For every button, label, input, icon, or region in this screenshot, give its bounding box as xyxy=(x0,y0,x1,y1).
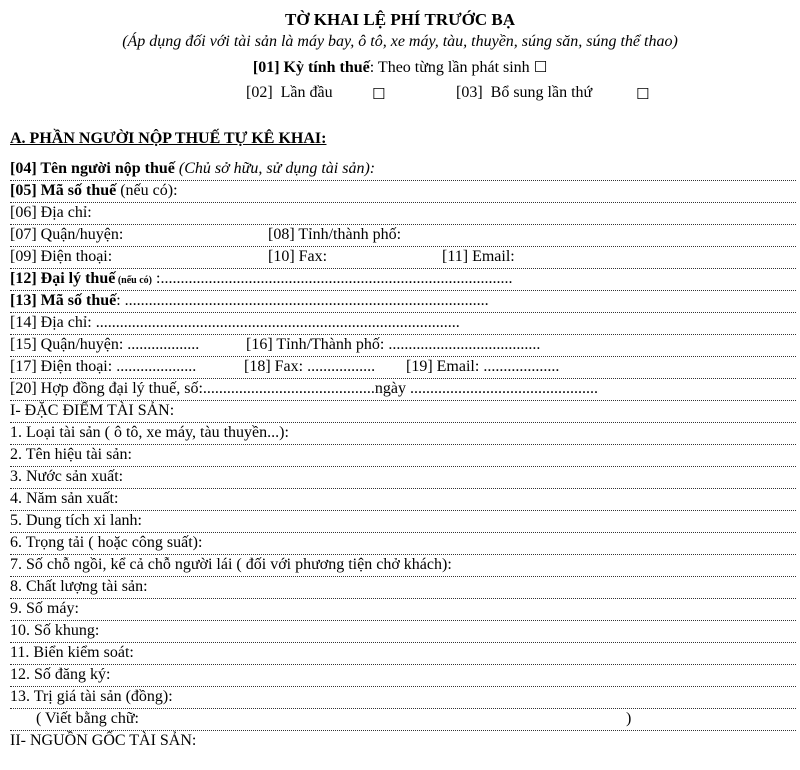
asset-item-label: 7. Số chỗ ngồi, kể cả chỗ người lái ( đối với phương tiện chở khách): xyxy=(10,556,452,573)
asset-item-label: 2. Tên hiệu tài sản: xyxy=(10,446,132,463)
field-13-row[interactable] xyxy=(10,290,796,313)
value-in-words-row[interactable] xyxy=(10,708,796,731)
asset-item-row[interactable] xyxy=(10,642,796,665)
field-18-label: [18] Fax: ................. xyxy=(244,358,376,375)
field-12-row[interactable] xyxy=(10,268,796,291)
field-17-label: [17] Điện thoại: .................... xyxy=(10,358,197,375)
field-09-label: [09] Điện thoại: xyxy=(10,248,113,265)
field-05-note: (nếu có): xyxy=(116,182,178,199)
field-08-label: [08] Tỉnh/thành phố: xyxy=(268,226,402,243)
asset-item-label: 3. Nước sản xuất: xyxy=(10,468,124,485)
asset-section-label: I- ĐẶC ĐIỂM TÀI SẢN: xyxy=(10,402,175,419)
value-in-words-open: ( Viết bằng chữ: xyxy=(36,710,139,727)
field-12-label: [12] Đại lý thuế xyxy=(10,270,116,287)
form-subtitle: (Áp dụng đối với tài sản là máy bay, ô tô, xe máy, tàu, thuyền, súng săn, súng thể thao) xyxy=(122,33,678,50)
asset-item-label: 9. Số máy: xyxy=(10,600,79,617)
first-time-checkbox[interactable]: ☐ xyxy=(372,85,386,103)
first-time-label: [02] Lần đầu xyxy=(246,84,333,101)
asset-item-row[interactable] xyxy=(10,686,796,709)
asset-item-label: 5. Dung tích xi lanh: xyxy=(10,512,142,529)
field-09-11-row[interactable] xyxy=(10,246,796,269)
asset-item-label: 11. Biển kiểm soát: xyxy=(10,644,134,661)
field-20-label: [20] Hợp đồng đại lý thuế, số:...........................................ngày ............................................... xyxy=(10,380,598,397)
asset-item-row[interactable] xyxy=(10,444,796,467)
asset-item-label: 10. Số khung: xyxy=(10,622,100,639)
origin-section-title xyxy=(10,730,796,752)
asset-item-label: 6. Trọng tải ( hoặc công suất): xyxy=(10,534,203,551)
field-12-fill: :........................................................................................ xyxy=(152,270,513,287)
field-13-fill: : ........................................................................................... xyxy=(116,292,489,309)
asset-item-row[interactable] xyxy=(10,466,796,489)
supplement-label: [03] Bổ sung lần thứ xyxy=(456,84,593,101)
field-13-label: [13] Mã số thuế xyxy=(10,292,117,309)
field-14-label: [14] Địa chỉ: ........................................................................................... xyxy=(10,314,460,331)
asset-item-row[interactable] xyxy=(10,598,796,621)
field-04-note: (Chủ sở hữu, sử dụng tài sản): xyxy=(174,160,376,177)
asset-item-row[interactable] xyxy=(10,488,796,511)
form-title: TỜ KHAI LỆ PHÍ TRƯỚC BẠ xyxy=(284,10,515,29)
field-05-row[interactable] xyxy=(10,180,796,203)
origin-section-label: II- NGUỒN GỐC TÀI SẢN: xyxy=(10,732,197,749)
field-12-note: (nếu có) xyxy=(115,275,152,286)
field-15-label: [15] Quận/huyện: .................. xyxy=(10,336,200,353)
field-14-row[interactable] xyxy=(10,312,796,335)
field-06-row[interactable] xyxy=(10,202,796,225)
asset-item-label: 1. Loại tài sản ( ô tô, xe máy, tàu thuyền...): xyxy=(10,424,289,441)
field-07-label: [07] Quận/huyện: xyxy=(10,226,124,243)
field-10-label: [10] Fax: xyxy=(268,248,328,265)
asset-item-row[interactable] xyxy=(10,664,796,687)
asset-item-label: 12. Số đăng ký: xyxy=(10,666,111,683)
field-04-label: [04] Tên người nộp thuế xyxy=(10,160,175,177)
asset-item-row[interactable] xyxy=(10,532,796,555)
tax-period-text: : Theo từng lần phát sinh xyxy=(369,59,530,76)
asset-item-row[interactable] xyxy=(10,510,796,533)
asset-section-title xyxy=(10,400,796,423)
asset-item-label: 8. Chất lượng tài sản: xyxy=(10,578,148,595)
asset-item-label: 4. Năm sản xuất: xyxy=(10,490,119,507)
field-05-label: [05] Mã số thuế xyxy=(10,182,117,199)
asset-item-label: 13. Trị giá tài sản (đồng): xyxy=(10,688,173,705)
tax-period-code: [01] Kỳ tính thuế xyxy=(252,59,370,76)
value-in-words-close: ) xyxy=(626,710,632,727)
field-11-label: [11] Email: xyxy=(442,248,515,265)
asset-item-row[interactable] xyxy=(10,620,796,643)
asset-item-row[interactable] xyxy=(10,422,796,445)
field-19-label: [19] Email: ................... xyxy=(406,358,560,375)
field-04-row[interactable] xyxy=(10,158,796,181)
field-16-label: [16] Tỉnh/Thành phố: ...................................... xyxy=(246,336,541,353)
asset-item-row[interactable] xyxy=(10,554,796,577)
field-20-row[interactable] xyxy=(10,378,796,401)
field-17-19-row[interactable] xyxy=(10,356,796,379)
tax-period-checkbox[interactable]: ☐ xyxy=(533,58,548,76)
asset-item-row[interactable] xyxy=(10,576,796,599)
field-06-label: [06] Địa chỉ: xyxy=(10,204,92,221)
field-15-16-row[interactable] xyxy=(10,334,796,357)
supplement-checkbox[interactable]: ☐ xyxy=(636,85,650,103)
section-a-title: A. PHẦN NGƯỜI NỘP THUẾ TỰ KÊ KHAI: xyxy=(10,130,327,147)
field-07-08-row[interactable] xyxy=(10,224,796,247)
tax-period-line xyxy=(0,58,800,77)
